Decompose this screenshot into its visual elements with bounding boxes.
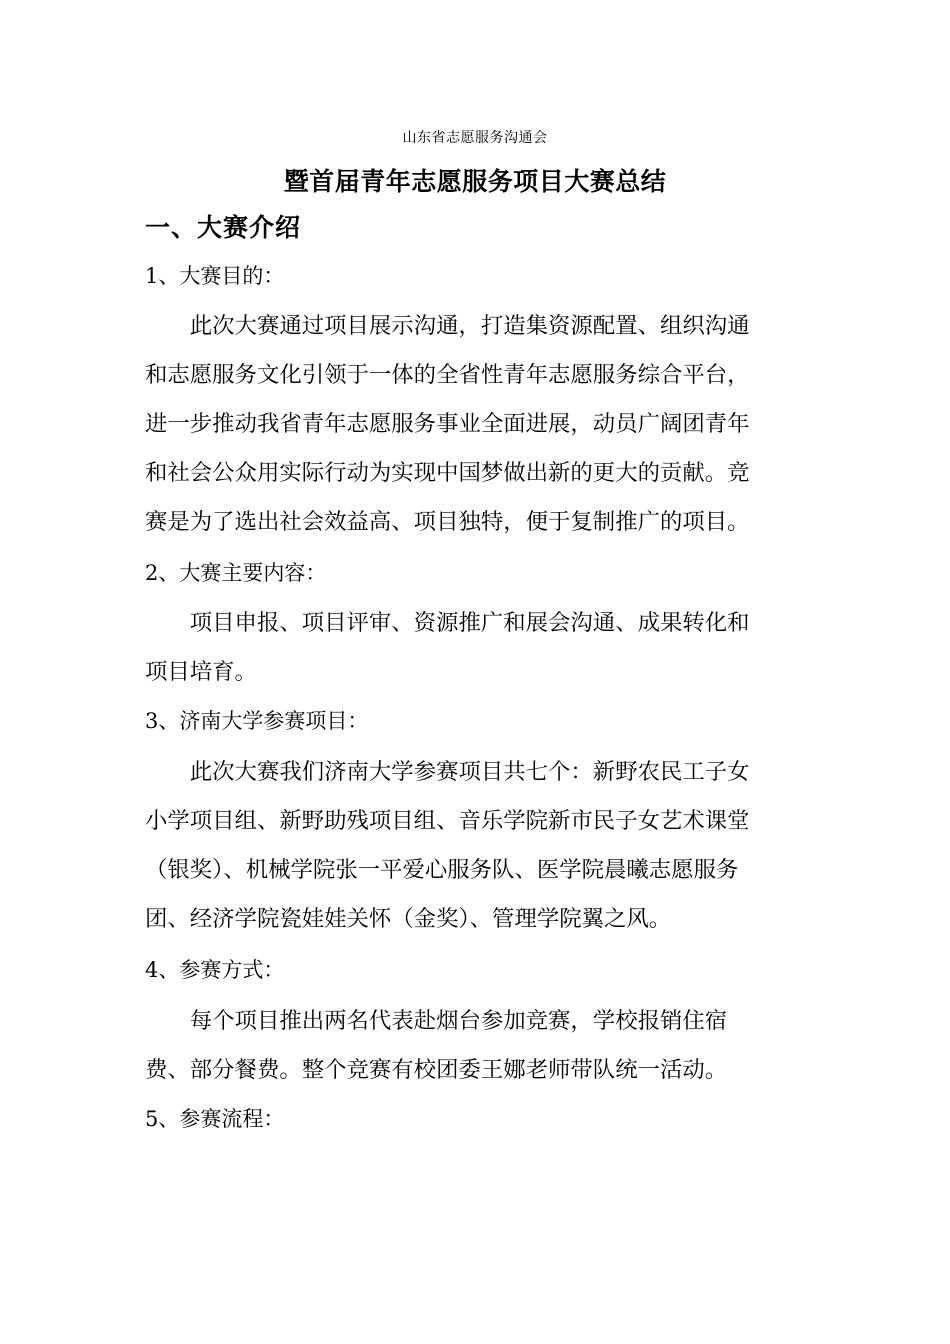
subhead-content: 2、大赛主要内容： (145, 561, 327, 585)
paragraph-line: 团、经济学院瓷娃娃关怀（金奖）、管理学院翼之风。 (145, 906, 672, 932)
section-heading: 一、大赛介绍 (145, 213, 302, 242)
subhead-projects: 3、济南大学参赛项目： (145, 709, 369, 733)
subhead-purpose: 1、大赛目的： (145, 264, 285, 288)
pre-title: 山东省志愿服务沟通会 (402, 130, 548, 146)
paragraph-method (145, 997, 805, 1095)
paragraph-line: 此次大赛我们济南大学参赛项目共七个：新野农民工子女 (145, 759, 750, 785)
subhead-process: 5、参赛流程： (145, 1107, 285, 1131)
paragraph-line: 和志愿服务文化引领于一体的全省性青年志愿服务综合平台， (145, 362, 750, 388)
subhead-method: 4、参赛方式： (145, 958, 285, 982)
paragraph-line: 每个项目推出两名代表赴烟台参加竞赛，学校报销住宿 (145, 1008, 728, 1034)
paragraph-line: 项目申报、项目评审、资源推广和展会沟通、成果转化和 (145, 610, 750, 636)
paragraph-line: 项目培育。 (145, 659, 257, 685)
paragraph-line: 小学项目组、新野助残项目组、音乐学院新市民子女艺术课堂 (145, 808, 750, 834)
paragraph-content (145, 599, 805, 697)
paragraph-line: 费、部分餐费。整个竞赛有校团委王娜老师带队统一活动。 (145, 1057, 728, 1083)
paragraph-line: （银奖）、机械学院张一平爱心服务队、医学院晨曦志愿服务 (145, 857, 739, 883)
paragraph-line: 赛是为了选出社会效益高、项目独特，便于复制推广的项目。 (145, 509, 750, 535)
paragraph-purpose (145, 302, 805, 547)
paragraph-line: 进一步推动我省青年志愿服务事业全面进展，动员广阔团青年 (145, 411, 750, 437)
document-title: 暨首届青年志愿服务项目大赛总结 (283, 167, 667, 196)
paragraph-line: 和社会公众用实际行动为实现中国梦做出新的更大的贡献。竞 (145, 460, 750, 486)
paragraph-line: 此次大赛通过项目展示沟通，打造集资源配置、组织沟通 (145, 313, 750, 339)
paragraph-projects (145, 748, 805, 944)
